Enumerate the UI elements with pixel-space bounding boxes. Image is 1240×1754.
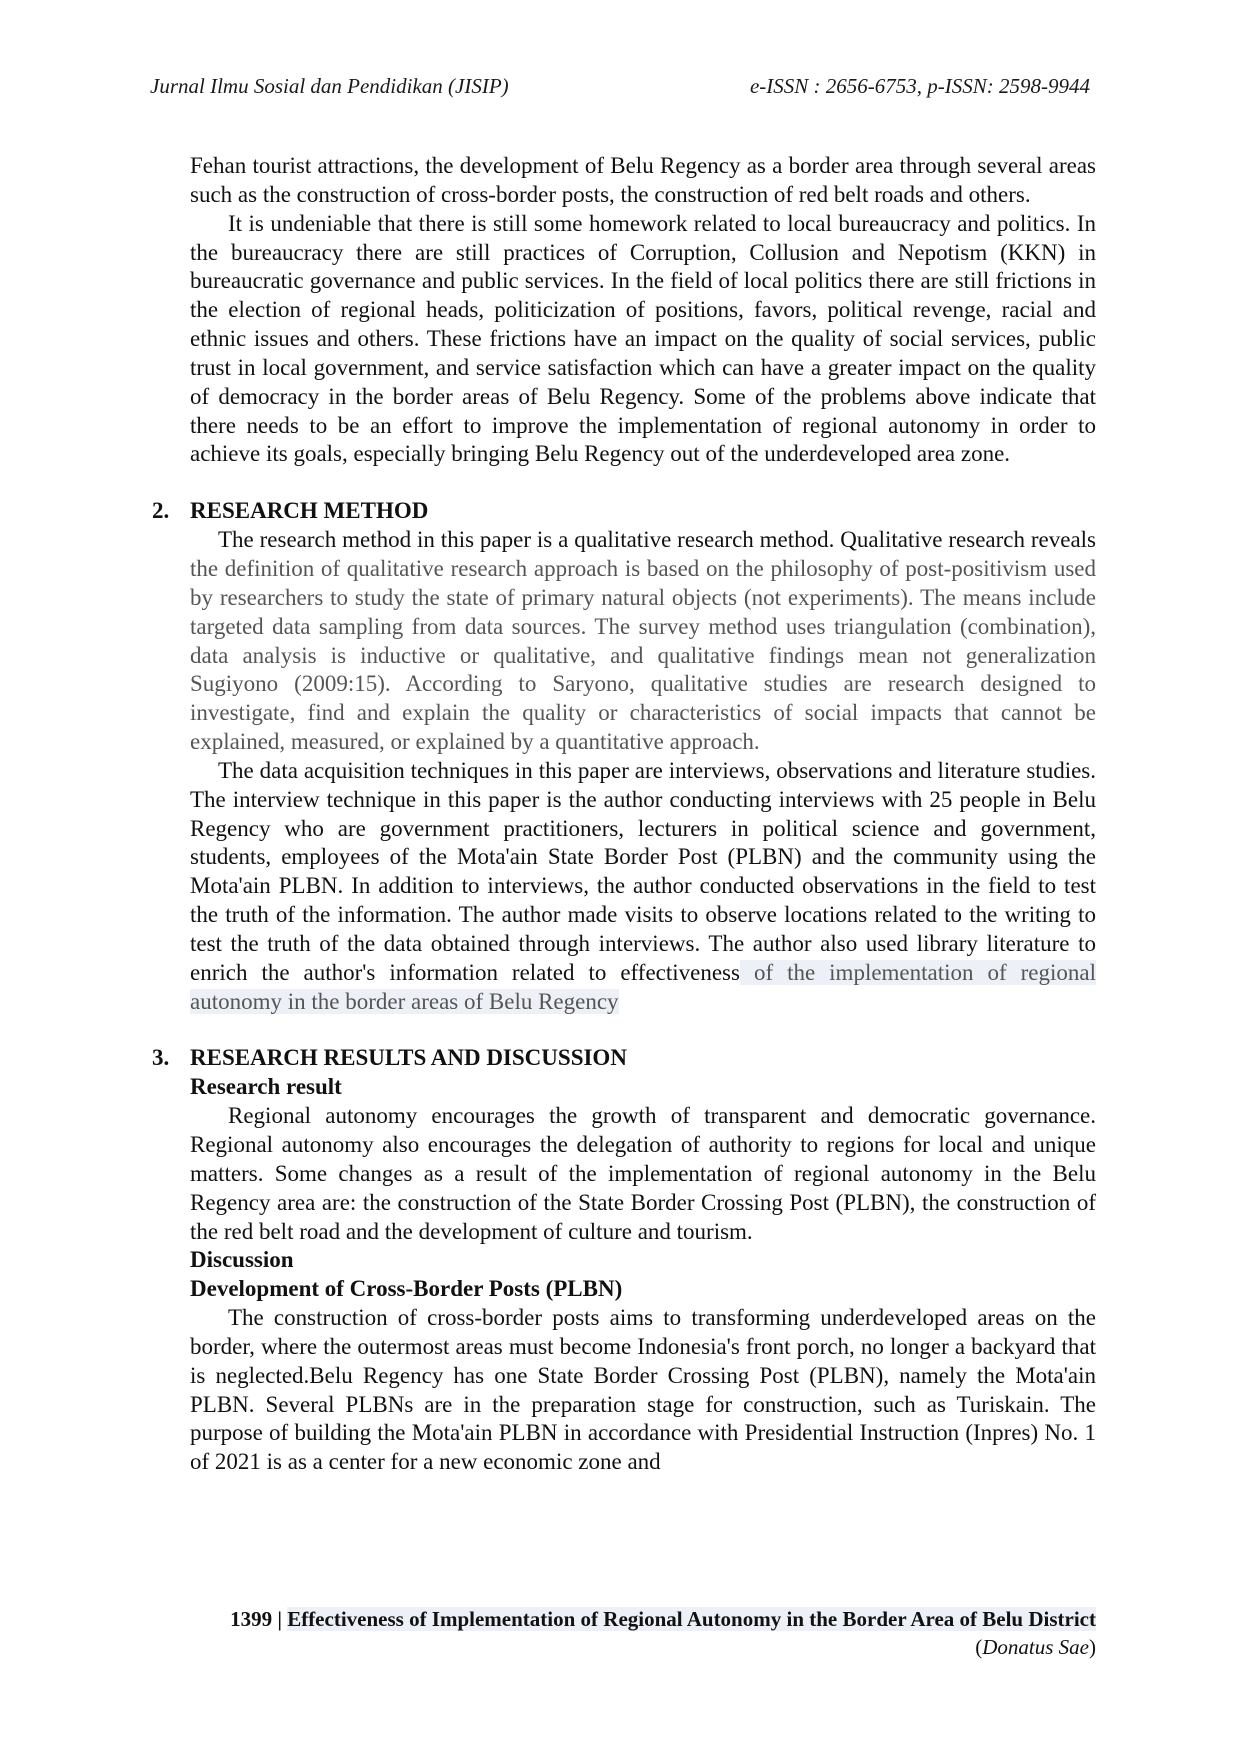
subheading-plbn: Development of Cross-Border Posts (PLBN) <box>190 1276 623 1302</box>
section-gap <box>190 1016 1096 1044</box>
body-text <box>152 152 1096 1477</box>
method-paragraph-2-lead: The data acquisition techniques in this paper are interviews, observations and literature studies. The interview technique in this paper is the author conducting interviews with 25 people in Belu Regency who are government practitioners, lecturers in political science and government, students, employees of the Mota'ain State Border Post (PLBN) and the community using the Mota'ain PLBN. In addition to interviews, the author conducted observations in the field to test the truth of the information. The author made visits to observe locations related to the writing to test the truth of the data obtained through interviews. The author also used library literature to enrich the author's information related to effectiveness <box>190 757 1096 985</box>
running-footer <box>190 1605 1096 1661</box>
section-2-heading <box>152 497 1096 526</box>
result-paragraph: Regional autonomy encourages the growth of transparent and democratic governance. Regional autonomy also encourages the delegation of authority to regions for local and unique matters. Some changes as a result of the implementation of regional autonomy in the Belu Regency area are: the construction of the State Border Crossing Post (PLBN), the construction of the red belt road and the development of culture and tourism. <box>190 1103 1096 1244</box>
footer-separator: | <box>272 1607 288 1631</box>
method-paragraph-2 <box>190 757 1096 1017</box>
plbn-paragraph: The construction of cross-border posts aims to transforming underdeveloped areas on the border, where the outermost areas must become Indonesia's front porch, no longer a backyard that is neglected.Belu Regency has one State Border Crossing Post (PLBN), namely the Mota'ain PLBN. Several PLBNs are in the preparation stage for construction, such as Turiskain. The purpose of building the Mota'ain PLBN in accordance with Presidential Instruction (Inpres) No. 1 of 2021 is as a center for a new economic zone and <box>190 1305 1096 1475</box>
footer-author: (Donatus Sae) <box>975 1635 1096 1659</box>
section-gap <box>190 469 1096 497</box>
method-paragraph-2-highlight: of the implementation of regional autonomy in the border areas of Belu Regency <box>190 959 1096 1014</box>
section-2-number: 2. <box>152 498 170 524</box>
running-header <box>150 74 1090 99</box>
intro-paragraph-1: Fehan tourist attractions, the development of Belu Regency as a border area through several areas such as the construction of cross-border posts, the construction of red belt roads and others. <box>190 153 1096 207</box>
subheading-discussion: Discussion <box>190 1247 294 1273</box>
footer-article-title: Effectiveness of Implementation of Regional Autonomy in the Border Area of Belu District <box>287 1607 1096 1631</box>
intro-paragraph-2: It is undeniable that there is still some homework related to local bureaucracy and politics. In the bureaucracy there are still practices of Corruption, Collusion and Nepotism (KKN) in bureaucratic governance and public services. In the field of local politics there are still frictions in the election of regional heads, politicization of positions, favors, political revenge, racial and ethnic issues and others. These frictions have an impact on the quality of social services, public trust in local government, and service satisfaction which can have a greater impact on the quality of democracy in the border areas of Belu Regency. Some of the problems above indicate that there needs to be an effort to improve the implementation of regional autonomy in order to achieve its goals, especially bringing Belu Regency out of the underdeveloped area zone. <box>190 210 1096 467</box>
section-3-title: RESEARCH RESULTS AND DISCUSSION <box>190 1045 627 1071</box>
journal-name: Jurnal Ilmu Sosial dan Pendidikan (JISIP) <box>150 74 509 98</box>
section-3-number: 3. <box>152 1045 170 1071</box>
method-paragraph-1-lead: The research method in this paper is a qualitative research method. Qualitative research reveals <box>218 527 1096 553</box>
section-2-title: RESEARCH METHOD <box>190 498 429 524</box>
method-paragraph-1-quote: the definition of qualitative research approach is based on the philosophy of post-positivism used by researchers to study the state of primary natural objects (not experiments). The means include targeted data sampling from data sources. The survey method uses triangulation (combination), data analysis is inductive or qualitative, and qualitative findings mean not generalization Sugiyono (2009:15). According to Saryono, qualitative studies are research designed to investigate, find and explain the quality or characteristics of social impacts that cannot be explained, measured, or explained by a quantitative approach. <box>190 555 1096 755</box>
method-paragraph-1 <box>190 526 1096 757</box>
page-number: 1399 <box>230 1607 273 1631</box>
footer-author-name: Donatus Sae <box>982 1635 1089 1659</box>
subheading-research-result: Research result <box>190 1074 342 1100</box>
section-3-heading <box>152 1044 1096 1073</box>
issn-info: e-ISSN : 2656-6753, p-ISSN: 2598-9944 <box>749 74 1090 98</box>
